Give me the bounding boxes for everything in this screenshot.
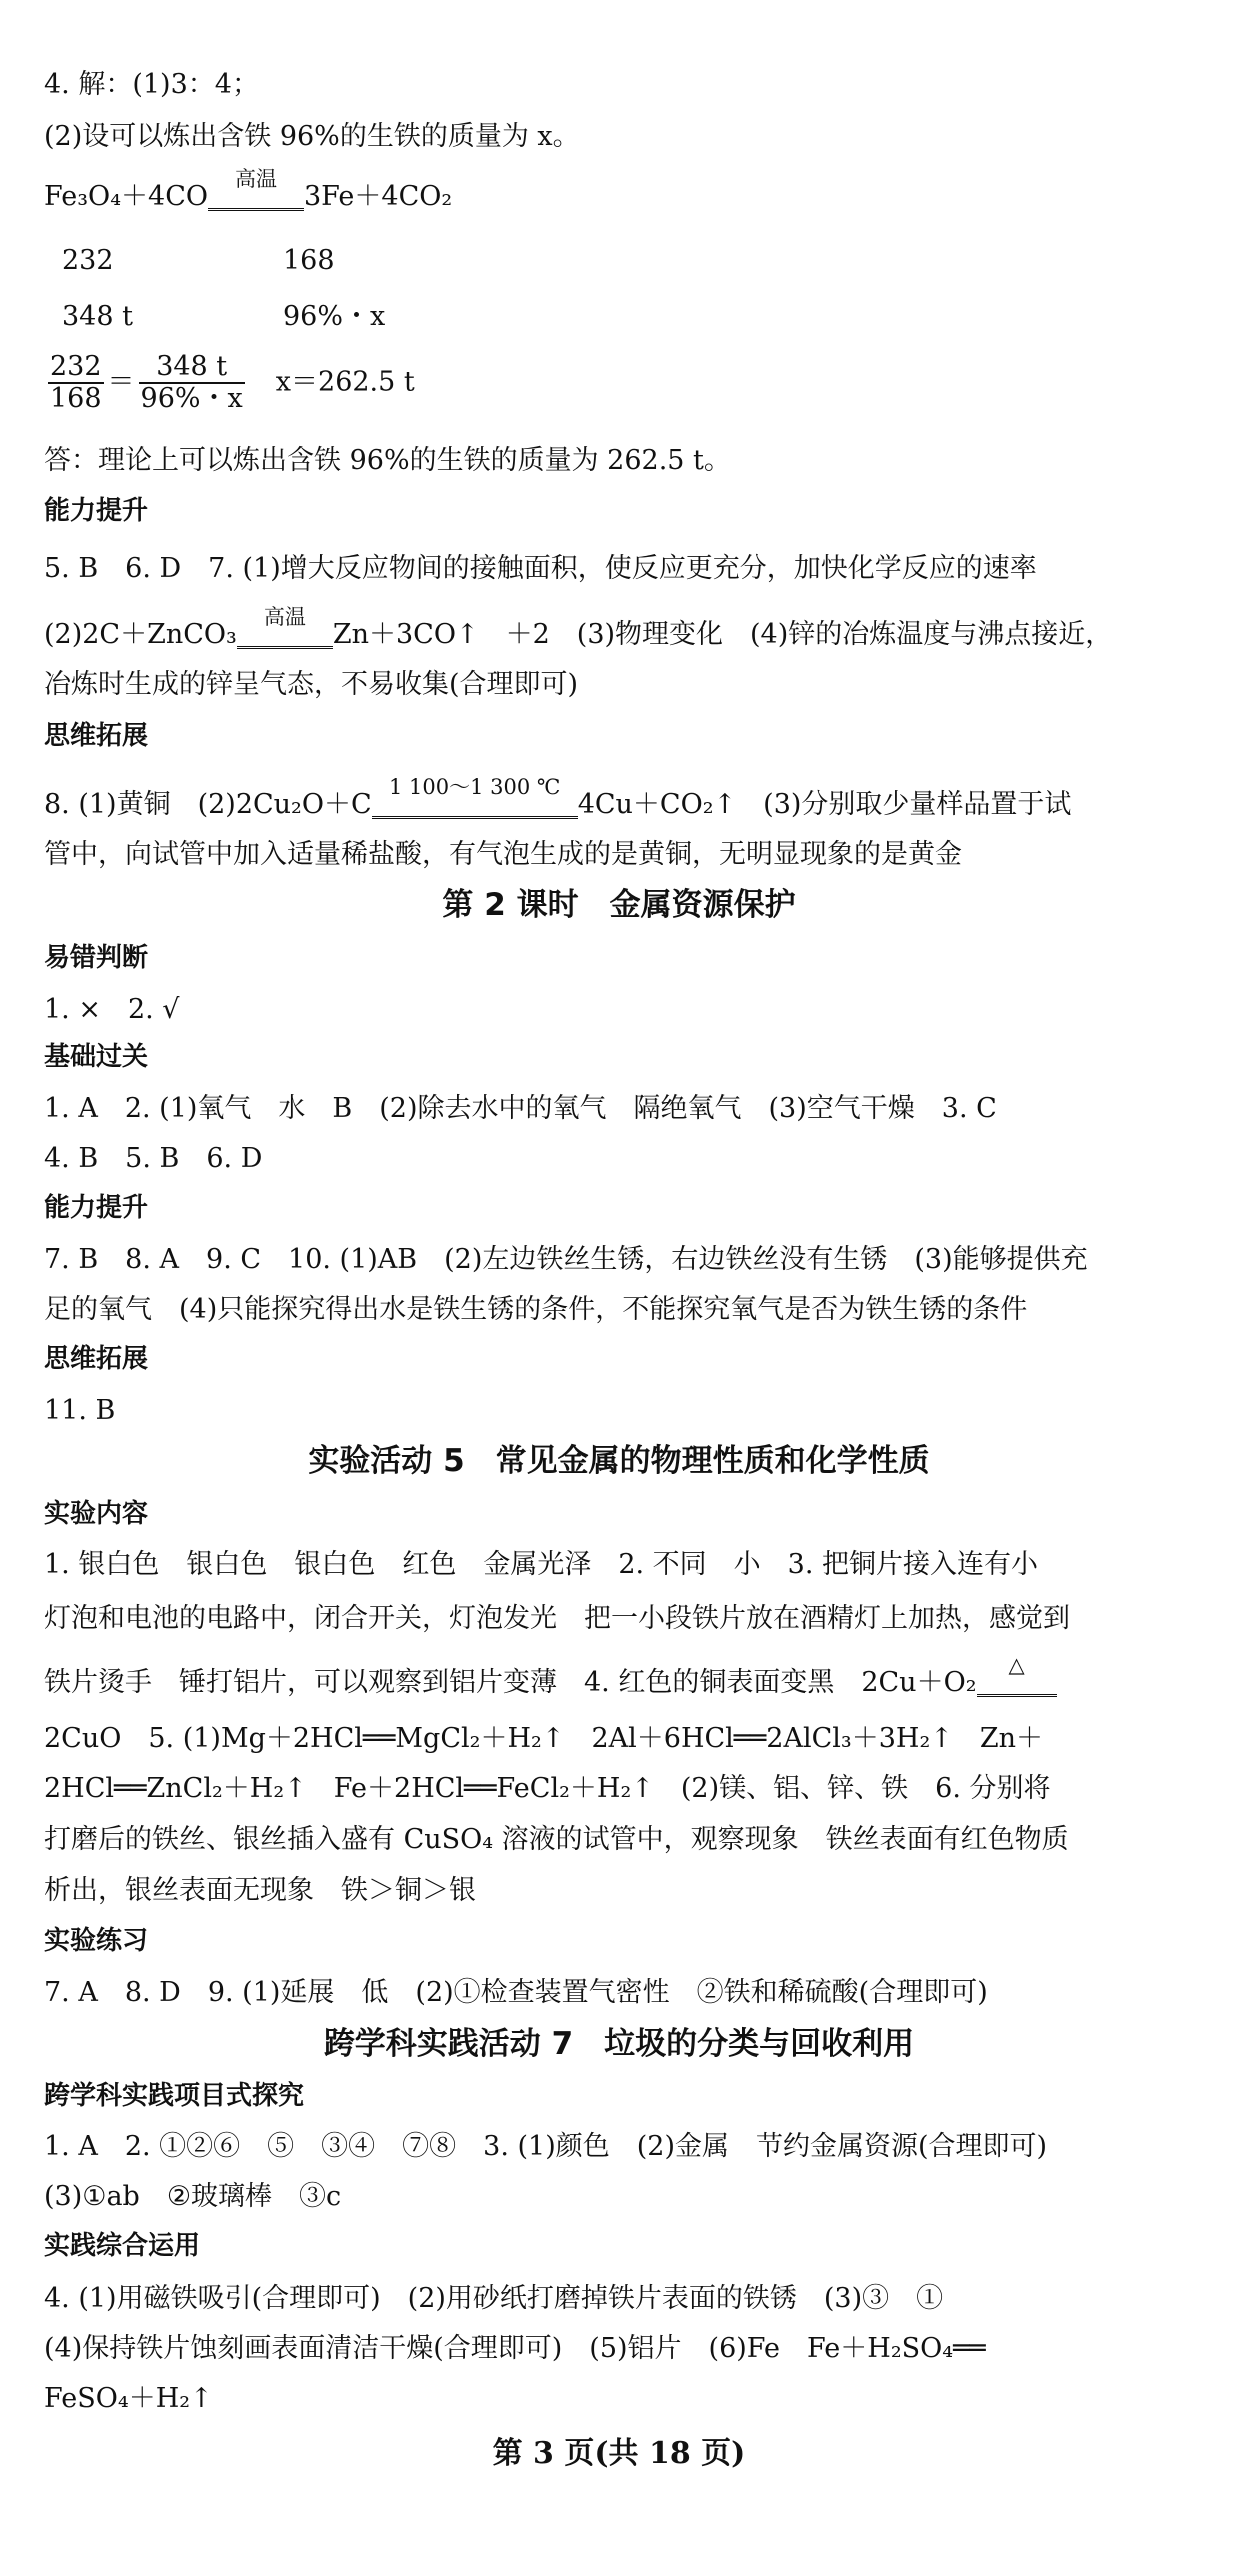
act5-line: 打磨后的铁丝、银丝插入盛有 CuSO₄ 溶液的试管中，观察现象 铁丝表面有红色物质 <box>44 1824 1069 1855</box>
lesson-title: 第 2 课时 金属资源保护 <box>442 887 796 923</box>
ratio-line: $\frac{232}{168}$ ＝ $\frac{348 t}{96\%・x}$ x＝262.5 t <box>50 351 415 414</box>
reaction-equation <box>44 167 453 214</box>
lesson2-line: 足的氧气 (4)只能探究得出水是铁生锈的条件，不能探究氧气是否为铁生锈的条件 <box>44 1294 1028 1325</box>
mass-row1-left: 232 <box>62 245 114 276</box>
act7-line: FeSO₄＋H₂↑ <box>44 2383 213 2414</box>
eq-arrow: △ <box>977 1678 1057 1700</box>
act7-line: (3)①ab ②玻璃棒 ③c <box>44 2181 342 2212</box>
lesson2-line: 7. B 8. A 9. C 10. (1)AB (2)左边铁丝生锈，右边铁丝没有生锈 (3)能够提供充 <box>44 1244 1088 1275</box>
q4-header: 4. 解：(1)3：4； <box>44 69 259 100</box>
act5-line: 7. A 8. D 9. (1)延展 低 (2)①检查装置气密性 ②铁和稀硫酸(合理即可) <box>44 1977 988 2008</box>
act5-line: 1. 银白色 银白色 银白色 红色 金属光泽 2. 不同 小 3. 把铜片接入连有小 <box>44 1549 1039 1580</box>
q4-answer: 答：理论上可以炼出含铁 96%的生铁的质量为 262.5 t。 <box>44 445 731 476</box>
act5-line: 2CuO 5. (1)Mg＋2HCl══MgCl₂＋H₂↑ 2Al＋6HCl══2AlCl₃＋3H₂↑ Zn＋ <box>44 1723 1044 1754</box>
eq-arrow: 1 100～1 300 ℃ <box>372 800 578 822</box>
act7-line: (4)保持铁片蚀刻画表面清洁干燥(合理即可) (5)铝片 (6)Fe Fe＋H₂SO₄══ <box>44 2333 986 2364</box>
mass-row1-right: 168 <box>283 245 335 276</box>
act7-line: 4. (1)用磁铁吸引(合理即可) (2)用砂纸打磨掉铁片表面的铁锈 (3)③ ① <box>44 2283 944 2314</box>
section-heading: 易错判断 <box>44 943 149 973</box>
eq-arrow: 高温 <box>237 630 333 652</box>
section-heading: 思维拓展 <box>44 1344 149 1374</box>
section-heading: 基础过关 <box>44 1042 149 1072</box>
lesson2-line: 1. × 2. √ <box>44 994 180 1025</box>
section-heading: 能力提升 <box>44 1193 149 1223</box>
eq-condition: 高温 <box>235 167 277 191</box>
section-heading: 实验内容 <box>44 1499 149 1529</box>
section-heading: 能力提升 <box>44 496 149 526</box>
ratio-result: x＝262.5 t <box>275 366 415 398</box>
ratio-right: $\frac{348 t}{96\%・x}$ <box>140 351 243 414</box>
mass-row2-left: 348 t <box>62 301 133 332</box>
s1-line2: (2)2C＋ZnCO₃ 高温 Zn＋3CO↑ ＋2 (3)物理变化 (4)锌的冶炼温度与沸点接近， <box>44 605 1113 650</box>
act7-line: 1. A 2. ①②⑥ ⑤ ③④ ⑦⑧ 3. (1)颜色 (2)金属 节约金属资源(合理即可) <box>44 2131 1048 2162</box>
mass-row2-right: 96%・x <box>283 301 386 332</box>
ratio-left: $\frac{232}{168}$ <box>50 351 102 414</box>
q4-setup: (2)设可以炼出含铁 96%的生铁的质量为 x。 <box>44 121 580 152</box>
activity5-title: 实验活动 5 常见金属的物理性质和化学性质 <box>308 1443 930 1479</box>
lesson2-line: 4. B 5. B 6. D <box>44 1143 263 1174</box>
page-footer: 第 3 页(共 18 页) <box>492 2436 746 2471</box>
section-heading: 思维拓展 <box>44 721 149 751</box>
s2-line2: 管中，向试管中加入适量稀盐酸，有气泡生成的是黄铜，无明显现象的是黄金 <box>44 839 962 870</box>
activity7-title: 跨学科实践活动 7 垃圾的分类与回收利用 <box>323 2026 915 2062</box>
s2-line1: 8. (1)黄铜 (2)2Cu₂O＋C 1 100～1 300 ℃ 4Cu＋CO₂↑ (3)分别取少量样品置于试 <box>44 775 1072 820</box>
section-heading: 实践综合运用 <box>44 2231 201 2261</box>
act5-line: 铁片烫手 锤打铝片，可以观察到铝片变薄 4. 红色的铜表面变黑 2Cu＋O₂ △ <box>44 1666 1057 1700</box>
section-heading: 实验练习 <box>44 1926 149 1956</box>
section-heading: 跨学科实践项目式探究 <box>44 2081 305 2111</box>
s1-line3: 冶炼时生成的锌呈气态，不易收集(合理即可) <box>44 669 579 700</box>
eq-arrow <box>208 167 304 214</box>
act5-line: 2HCl══ZnCl₂＋H₂↑ Fe＋2HCl══FeCl₂＋H₂↑ (2)镁、铝、锌、铁 6. 分别将 <box>44 1773 1051 1804</box>
act5-line: 析出，银丝表面无现象 铁＞铜＞银 <box>44 1875 476 1906</box>
eq-left: Fe₃O₄＋4CO <box>44 181 208 212</box>
act5-line: 灯泡和电池的电路中，闭合开关，灯泡发光 把一小段铁片放在酒精灯上加热，感觉到 <box>44 1603 1070 1634</box>
s1-line1: 5. B 6. D 7. (1)增大反应物间的接触面积，使反应更充分，加快化学反应的速率 <box>44 553 1037 584</box>
lesson2-line: 1. A 2. (1)氧气 水 B (2)除去水中的氧气 隔绝氧气 (3)空气干燥 3. C <box>44 1093 997 1124</box>
lesson2-line: 11. B <box>44 1395 116 1426</box>
eq-right: 3Fe＋4CO₂ <box>304 181 453 212</box>
